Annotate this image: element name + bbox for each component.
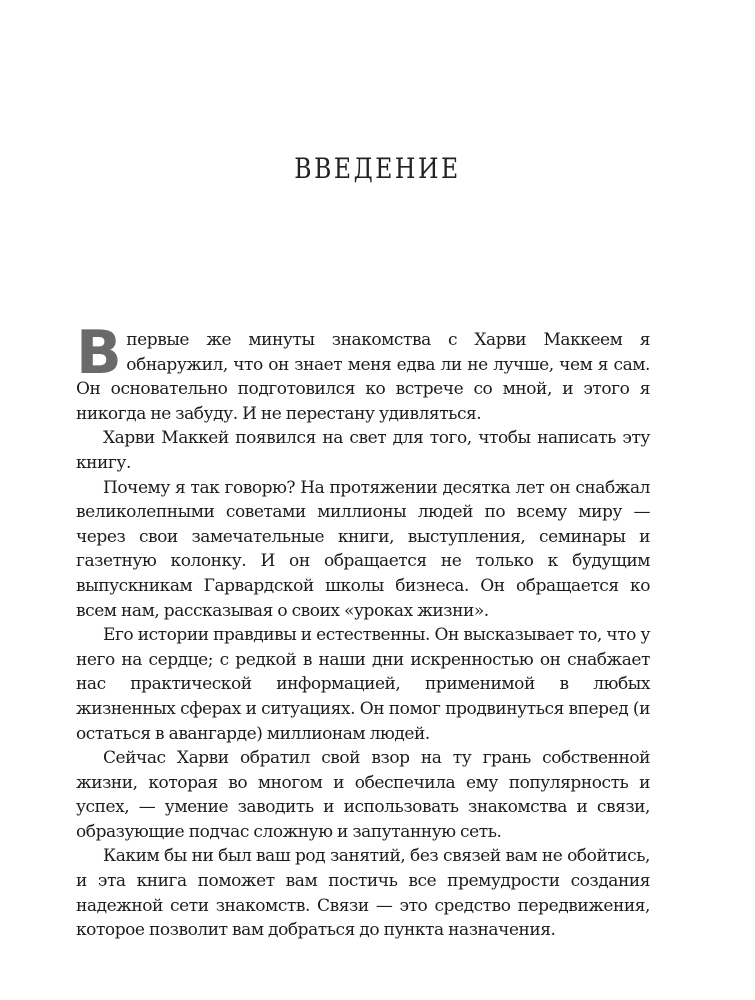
drop-cap: В [76, 318, 122, 388]
paragraph-3: Почему я так говорю? На протяжении десятка лет он снабжал великолепными советами миллионы людей по всему миру — через свои замечательные книги, выступления, семинары и газетную колонку. И он обращается не только к будущим выпускникам Гарвардской школы бизнеса. Он обращается ко всем нам, рассказывая о своих «уроках жизни». [76, 477, 650, 621]
paragraph-1-text: первые же минуты знакомства с Харви Маккеем я обнаружил, что он знает меня едва ли не лучше, чем я сам. Он основательно подготовился ко встрече со мной, и этого я никогда не забуду. И не перестану удивляться. [76, 330, 650, 424]
paragraph-2: Харви Маккей появился на свет для того, чтобы написать эту книгу. [76, 428, 650, 473]
paragraph-4: Его истории правдивы и естественны. Он высказывает то, что у него на сердце; с редкой в наши дни искренностью он снабжает нас практической информацией, применимой в любых жизненных сферах и ситуациях. Он помог продвинуться вперед (и остаться в авангарде) миллионам людей. [76, 625, 650, 744]
paragraph-1 [76, 318, 650, 426]
paragraph-5: Сейчас Харви обратил свой взор на ту грань собственной жизни, которая во многом и обеспечила ему популярность и успех, — умение заводить и использовать знакомства и связи, образующие подчас сложную и запутанную сеть. [76, 748, 650, 842]
body-text [76, 318, 650, 943]
page-title: ВВЕДЕНИЕ [294, 152, 461, 185]
paragraph-6: Каким бы ни был ваш род занятий, без связей вам не обойтись, и эта книга поможет вам постичь все премудрости создания надежной сети знакомств. Связи — это средство передвижения, которое позволит вам добраться до пункта назначения. [76, 846, 650, 941]
